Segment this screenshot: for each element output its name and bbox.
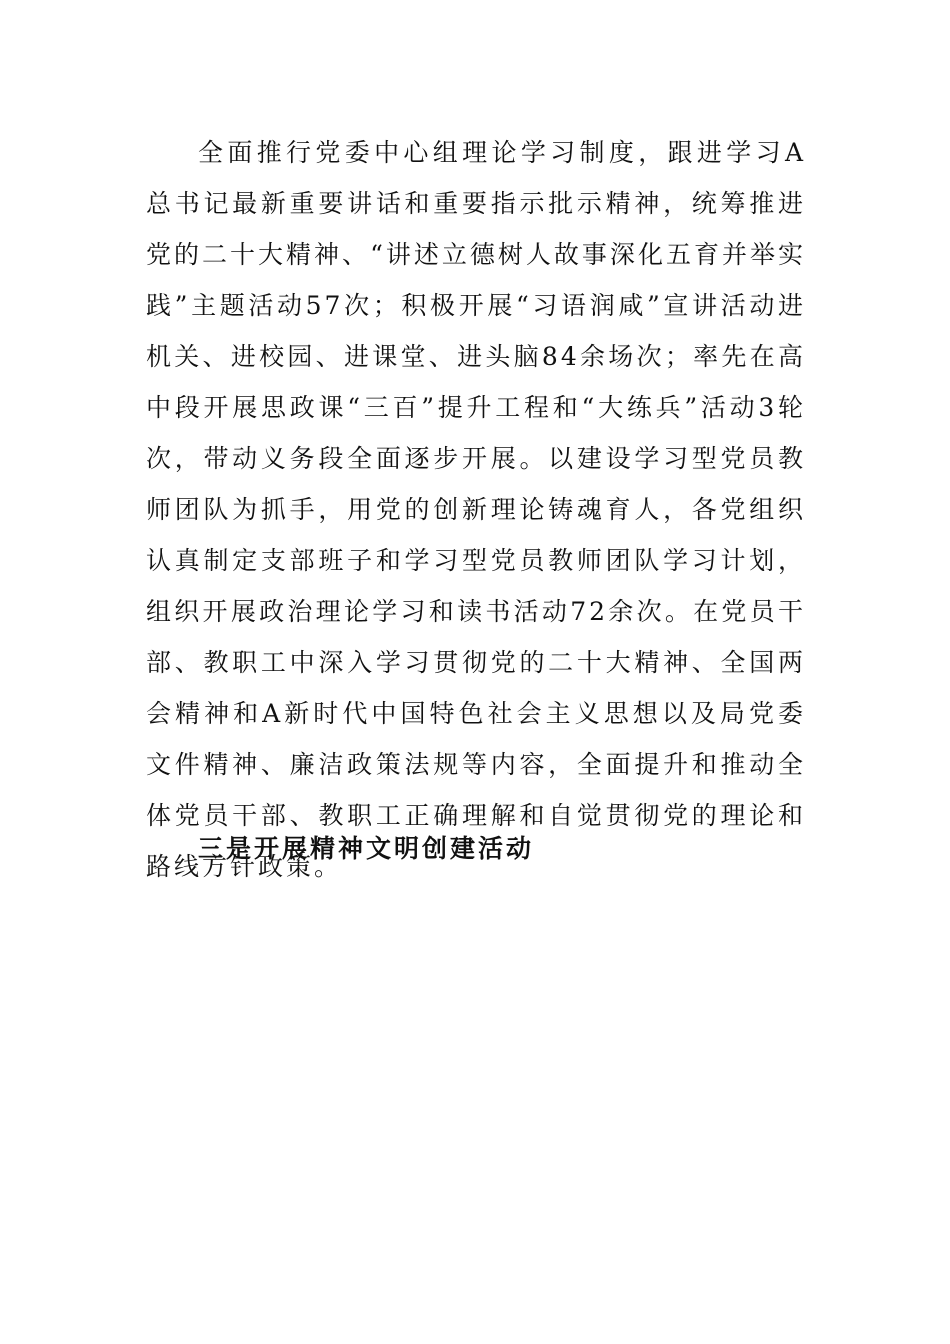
section-heading: 三是开展精神文明创建活动 [198, 834, 535, 863]
body-paragraph: 全面推行党委中心组理论学习制度，跟进学习A总书记最新重要讲话和重要指示批示精神，统筹推进党的二十大精神、“讲述立德树人故事深化五育并举实践”主题活动57次；积极开展“习语润咸”宣讲活动进机关、进校园、进课堂、进头脑84余场次；率先在高中段开展思政课“三百”提升工程和“大练兵”活动3轮次，带动义务段全面逐步开展。以建设学习型党员教师团队为抓手，用党的创新理论铸魂育人，各党组织认真制定支部班子和学习型党员教师团队学习计划，组织开展政治理论学习和读书活动72余次。在党员干部、教职工中深入学习贯彻党的二十大精神、全国两会精神和A新时代中国特色社会主义思想以及局党委文件精神、廉洁政策法规等内容，全面提升和推动全体党员干部、教职工正确理解和自觉贯彻党的理论和路线方针政策。 [146, 138, 806, 881]
